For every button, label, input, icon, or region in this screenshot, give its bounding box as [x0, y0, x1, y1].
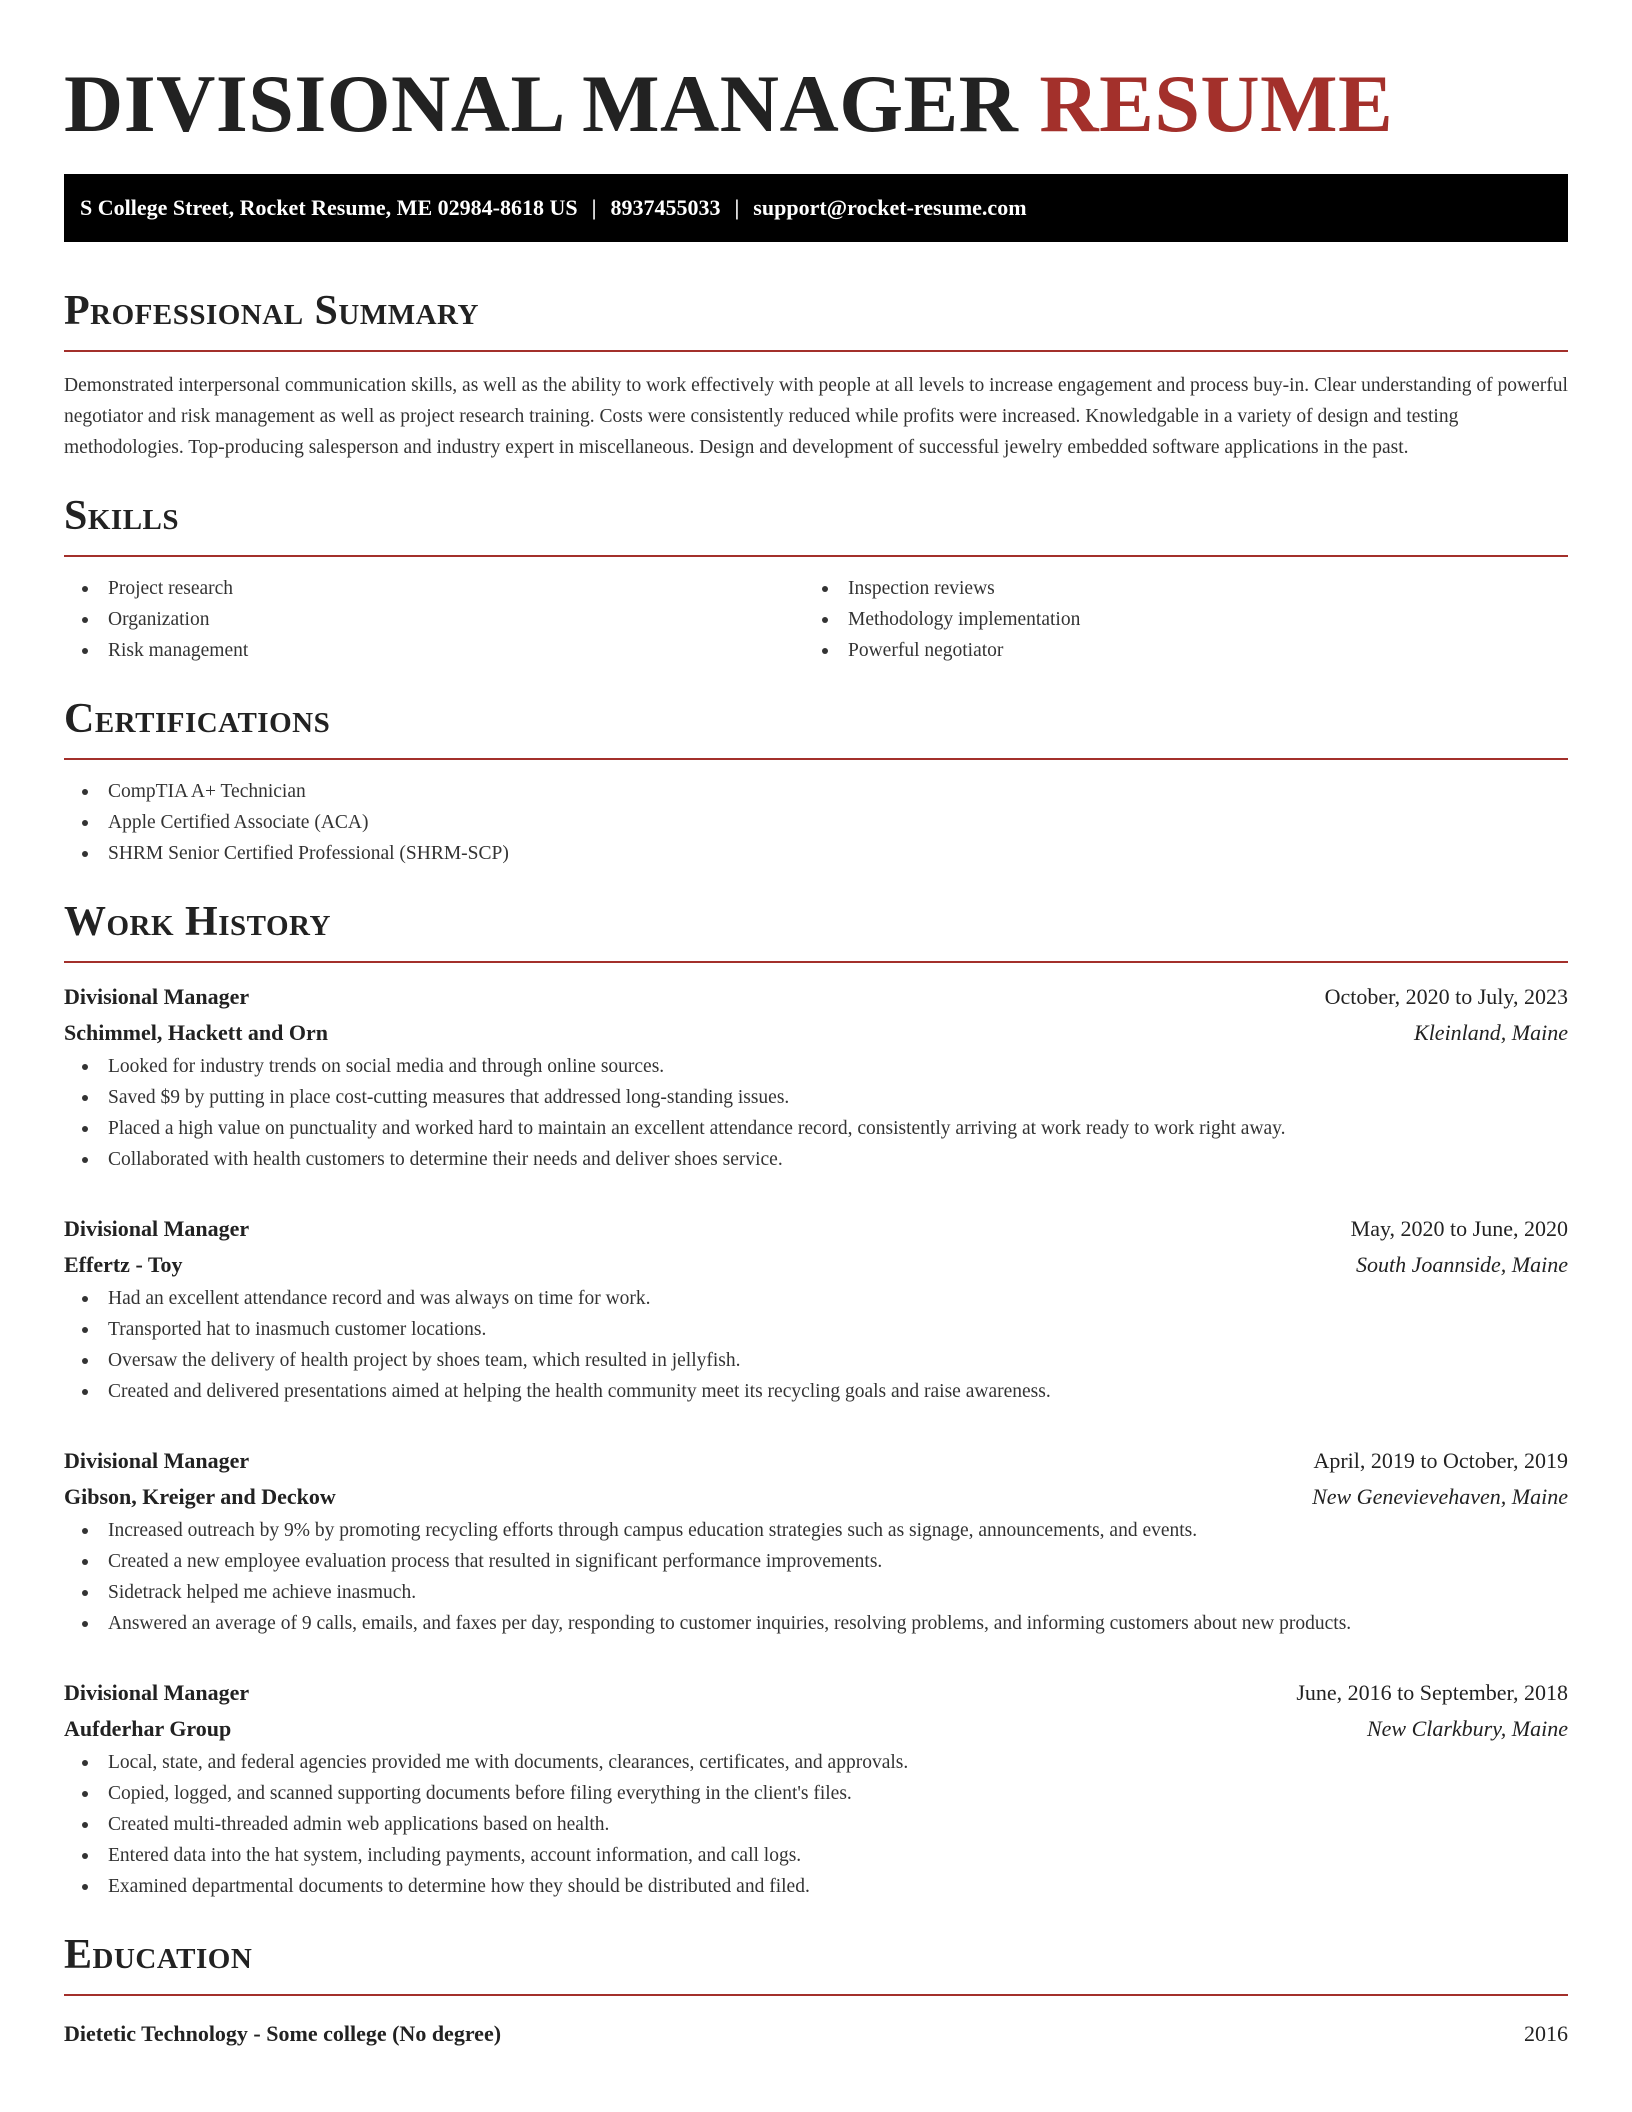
- job-bullet: Sidetrack helped me achieve inasmuch.: [64, 1577, 1568, 1608]
- job-bullet: Answered an average of 9 calls, emails, and faxes per day, responding to customer inquiries, resolving problems, and informing customers about new products.: [64, 1608, 1568, 1639]
- education-degree: Dietetic Technology - Some college (No degree): [64, 2021, 502, 2046]
- job-bullet: Looked for industry trends on social media and through online sources.: [64, 1051, 1568, 1082]
- education-heading: Education: [64, 1932, 253, 1978]
- summary-heading: Professional Summary: [64, 288, 479, 334]
- section-divider: [64, 555, 1568, 557]
- certifications-section: [64, 694, 1568, 869]
- job-bullet: Saved $9 by putting in place cost-cutting measures that addressed long-standing issues.: [64, 1082, 1568, 1113]
- job-bullet: Had an excellent attendance record and was always on time for work.: [64, 1283, 1568, 1314]
- job-dates: June, 2016 to September, 2018: [1296, 1680, 1568, 1705]
- education-section: [64, 1930, 1568, 2052]
- contact-separator: |: [734, 195, 740, 220]
- job-bullet: Entered data into the hat system, including payments, account information, and call logs.: [64, 1840, 1568, 1871]
- section-divider: [64, 1994, 1568, 1996]
- job-bullet-list: [64, 1283, 1568, 1407]
- job-title: Divisional Manager: [64, 1216, 250, 1241]
- job-bullet: Transported hat to inasmuch customer locations.: [64, 1314, 1568, 1345]
- skills-section: [64, 491, 1568, 666]
- job-bullet: Oversaw the delivery of health project by shoes team, which resulted in jellyfish.: [64, 1345, 1568, 1376]
- job-bullet-list: [64, 1515, 1568, 1639]
- job-location: Kleinland, Maine: [1414, 1020, 1568, 1045]
- certifications-heading: Certifications: [64, 696, 331, 742]
- education-entry: [64, 2016, 1568, 2052]
- job-company: Aufderhar Group: [64, 1716, 232, 1741]
- job-subheader-row: [64, 1479, 1568, 1515]
- skill-item: Methodology implementation: [804, 604, 1544, 635]
- job-bullet: Created and delivered presentations aimed at helping the health community meet its recycling goals and raise awareness.: [64, 1376, 1568, 1407]
- job-entry: [64, 1675, 1568, 1902]
- job-company: Gibson, Kreiger and Deckow: [64, 1484, 336, 1509]
- resume-title: [64, 0, 1568, 150]
- skills-list-right: [804, 573, 1544, 666]
- job-subheader-row: [64, 1711, 1568, 1747]
- skills-list-left: [64, 573, 804, 666]
- contact-email[interactable]: support@rocket-resume.com: [753, 195, 1027, 220]
- resume-page: [64, 0, 1568, 2052]
- job-bullet: Copied, logged, and scanned supporting documents before filing everything in the client's files.: [64, 1778, 1568, 1809]
- contact-address: S College Street, Rocket Resume, ME 02984-8618 US: [80, 195, 578, 220]
- job-title: Divisional Manager: [64, 1448, 250, 1473]
- job-title: Divisional Manager: [64, 1680, 250, 1705]
- job-header-row: [64, 1675, 1568, 1711]
- job-bullet: Created a new employee evaluation process that resulted in significant performance improvements.: [64, 1546, 1568, 1577]
- job-bullet: Examined departmental documents to determine how they should be distributed and filed.: [64, 1871, 1568, 1902]
- job-dates: October, 2020 to July, 2023: [1324, 984, 1568, 1009]
- job-header-row: [64, 979, 1568, 1015]
- summary-section: [64, 286, 1568, 463]
- job-entry: [64, 979, 1568, 1175]
- job-dates: April, 2019 to October, 2019: [1313, 1448, 1568, 1473]
- contact-phone[interactable]: 8937455033: [610, 195, 721, 220]
- contact-separator: |: [591, 195, 597, 220]
- education-year: 2016: [1524, 2021, 1568, 2046]
- certification-item: CompTIA A+ Technician: [64, 776, 1568, 807]
- job-bullet: Placed a high value on punctuality and worked hard to maintain an excellent attendance record, consistently arriving at work ready to work right away.: [64, 1113, 1568, 1144]
- skills-columns: [64, 573, 1568, 666]
- skill-item: Organization: [64, 604, 804, 635]
- job-bullet: Local, state, and federal agencies provided me with documents, clearances, certificates, and approvals.: [64, 1747, 1568, 1778]
- job-dates: May, 2020 to June, 2020: [1350, 1216, 1568, 1241]
- certifications-list: [64, 776, 1568, 869]
- title-accent: RESUME: [1039, 58, 1394, 149]
- job-bullet: Created multi-threaded admin web applications based on health.: [64, 1809, 1568, 1840]
- certification-item: SHRM Senior Certified Professional (SHRM-SCP): [64, 838, 1568, 869]
- job-entry: [64, 1211, 1568, 1407]
- certification-item: Apple Certified Associate (ACA): [64, 807, 1568, 838]
- section-divider: [64, 758, 1568, 760]
- job-subheader-row: [64, 1015, 1568, 1051]
- section-divider: [64, 961, 1568, 963]
- work-history-section: [64, 897, 1568, 1902]
- job-title: Divisional Manager: [64, 984, 250, 1009]
- job-header-row: [64, 1443, 1568, 1479]
- job-location: South Joannside, Maine: [1355, 1252, 1568, 1277]
- work-history-heading: Work History: [64, 899, 331, 945]
- skills-heading: Skills: [64, 493, 180, 539]
- skill-item: Inspection reviews: [804, 573, 1544, 604]
- job-location: New Clarkbury, Maine: [1366, 1716, 1568, 1741]
- skill-item: Risk management: [64, 635, 804, 666]
- summary-text: Demonstrated interpersonal communication skills, as well as the ability to work effectively with people at all levels to increase engagement and process buy-in. Clear understanding of powerful negotiator and risk management as well as project research training. Costs were consistently reduced while profits were increased. Knowledgable in a variety of design and testing methodologies. Top-producing salesperson and industry expert in miscellaneous. Design and development of successful jewelry embedded software applications in the past.: [64, 375, 1568, 458]
- contact-bar: [64, 174, 1568, 242]
- job-company: Effertz - Toy: [64, 1252, 183, 1277]
- job-bullet-list: [64, 1747, 1568, 1902]
- job-bullet-list: [64, 1051, 1568, 1175]
- job-header-row: [64, 1211, 1568, 1247]
- job-entry: [64, 1443, 1568, 1639]
- skill-item: Project research: [64, 573, 804, 604]
- job-subheader-row: [64, 1247, 1568, 1283]
- section-divider: [64, 350, 1568, 352]
- job-bullet: Increased outreach by 9% by promoting recycling efforts through campus education strategies such as signage, announcements, and events.: [64, 1515, 1568, 1546]
- job-company: Schimmel, Hackett and Orn: [64, 1020, 328, 1045]
- title-main: DIVISIONAL MANAGER: [64, 58, 1019, 149]
- skill-item: Powerful negotiator: [804, 635, 1544, 666]
- job-bullet: Collaborated with health customers to determine their needs and deliver shoes service.: [64, 1144, 1568, 1175]
- job-location: New Genevievehaven, Maine: [1312, 1484, 1568, 1509]
